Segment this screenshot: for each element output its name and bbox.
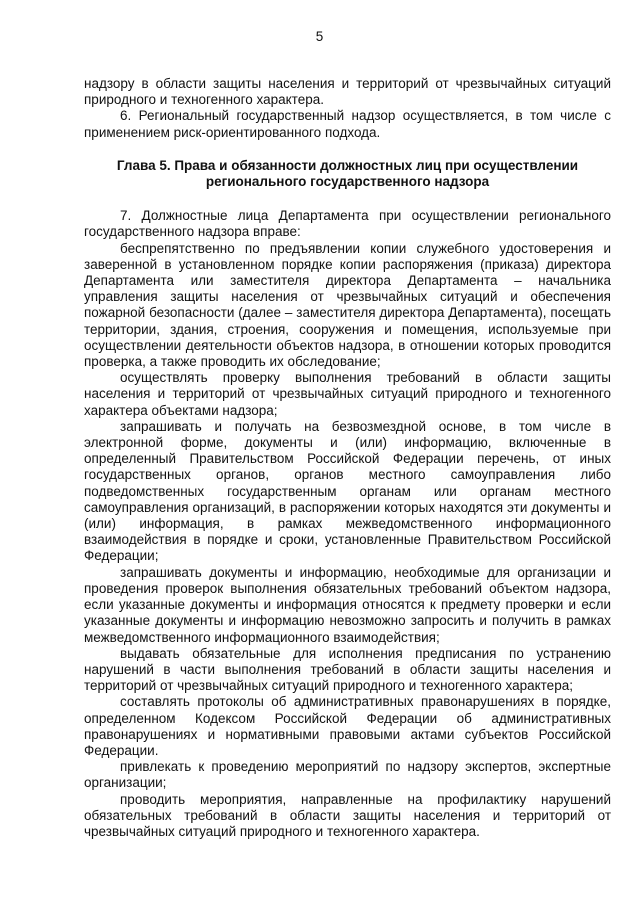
right-item-request-documents: запрашивать документы и информацию, необходимые для организации и проведения проверок выполнения обязательных требований объектом надзора, если указанные документы и информация относятся к предмету проверки и если указанные документы и информацию невозможно запросить и получить в рамках межведомственного информационного взаимодействия; <box>84 564 611 645</box>
chapter-title-line-2: регионального государственного надзора <box>205 174 490 190</box>
right-item-issue-orders: выдавать обязательные для исполнения предписания по устранению нарушений в части выполнения требований в области защиты населения и территорий от чрезвычайных ситуаций природного и техногенного характера; <box>84 645 611 694</box>
continued-paragraph: надзору в области защиты населения и территорий от чрезвычайных ситуаций природного и техногенного характера. <box>84 76 611 108</box>
document-body <box>84 76 611 840</box>
right-item-draft-protocols: составлять протоколы об административных правонарушениях в порядке, определенном Кодексом Российской Федерации об административных правонарушениях и нормативными правовыми актами субъектов Российской Федерации. <box>84 694 611 758</box>
right-item-verify-requirements: осуществлять проверку выполнения требований в области защиты населения и территорий от чрезвычайных ситуаций природного и техногенного характера объектами надзора; <box>84 370 611 418</box>
paragraph-6: 6. Региональный государственный надзор осуществляется, в том числе с применением риск-ориентированного подхода. <box>84 108 611 140</box>
right-item-engage-experts: привлекать к проведению мероприятий по надзору экспертов, экспертные организации; <box>84 759 611 791</box>
chapter-title <box>84 158 611 190</box>
page-number: 5 <box>315 29 324 44</box>
paragraph-7-intro: 7. Должностные лица Департамента при осуществлении регионального государственного надзора вправе: <box>84 208 611 240</box>
right-item-request-interagency: запрашивать и получать на безвозмездной основе, в том числе в электронной форме, документы и (или) информацию, включенные в определенный Правительством Российской Федерации перечень, от иных государственных органов, органов местного самоуправления либо подведомственных государственным органам или органам местного самоуправления организаций, в распоряжении которых находятся эти документы и (или) информация, в рамках межведомственного информационного взаимодействия в порядке и сроки, установленные Правительством Российской Федерации; <box>84 418 611 564</box>
right-item-prevention: проводить мероприятия, направленные на профилактику нарушений обязательных требований в области защиты населения и территорий от чрезвычайных ситуаций природного и техногенного характера. <box>84 791 611 839</box>
chapter-title-line-1: Глава 5. Права и обязанности должностных лиц при осуществлении <box>116 157 579 173</box>
right-item-inspect-premises: беспрепятственно по предъявлении копии служебного удостоверения и заверенной в установленном порядке копии распоряжения (приказа) директора Департамента или заместителя директора Департамента – начальника управления защиты населения от чрезвычайных ситуаций и обеспечения пожарной безопасности (далее – заместителя директора Департамента), посещать территории, здания, строения, сооружения и помещения, используемые при осуществлении деятельности объектов надзора, в отношении которых проводится проверка, а также проводить их обследование; <box>84 240 611 370</box>
